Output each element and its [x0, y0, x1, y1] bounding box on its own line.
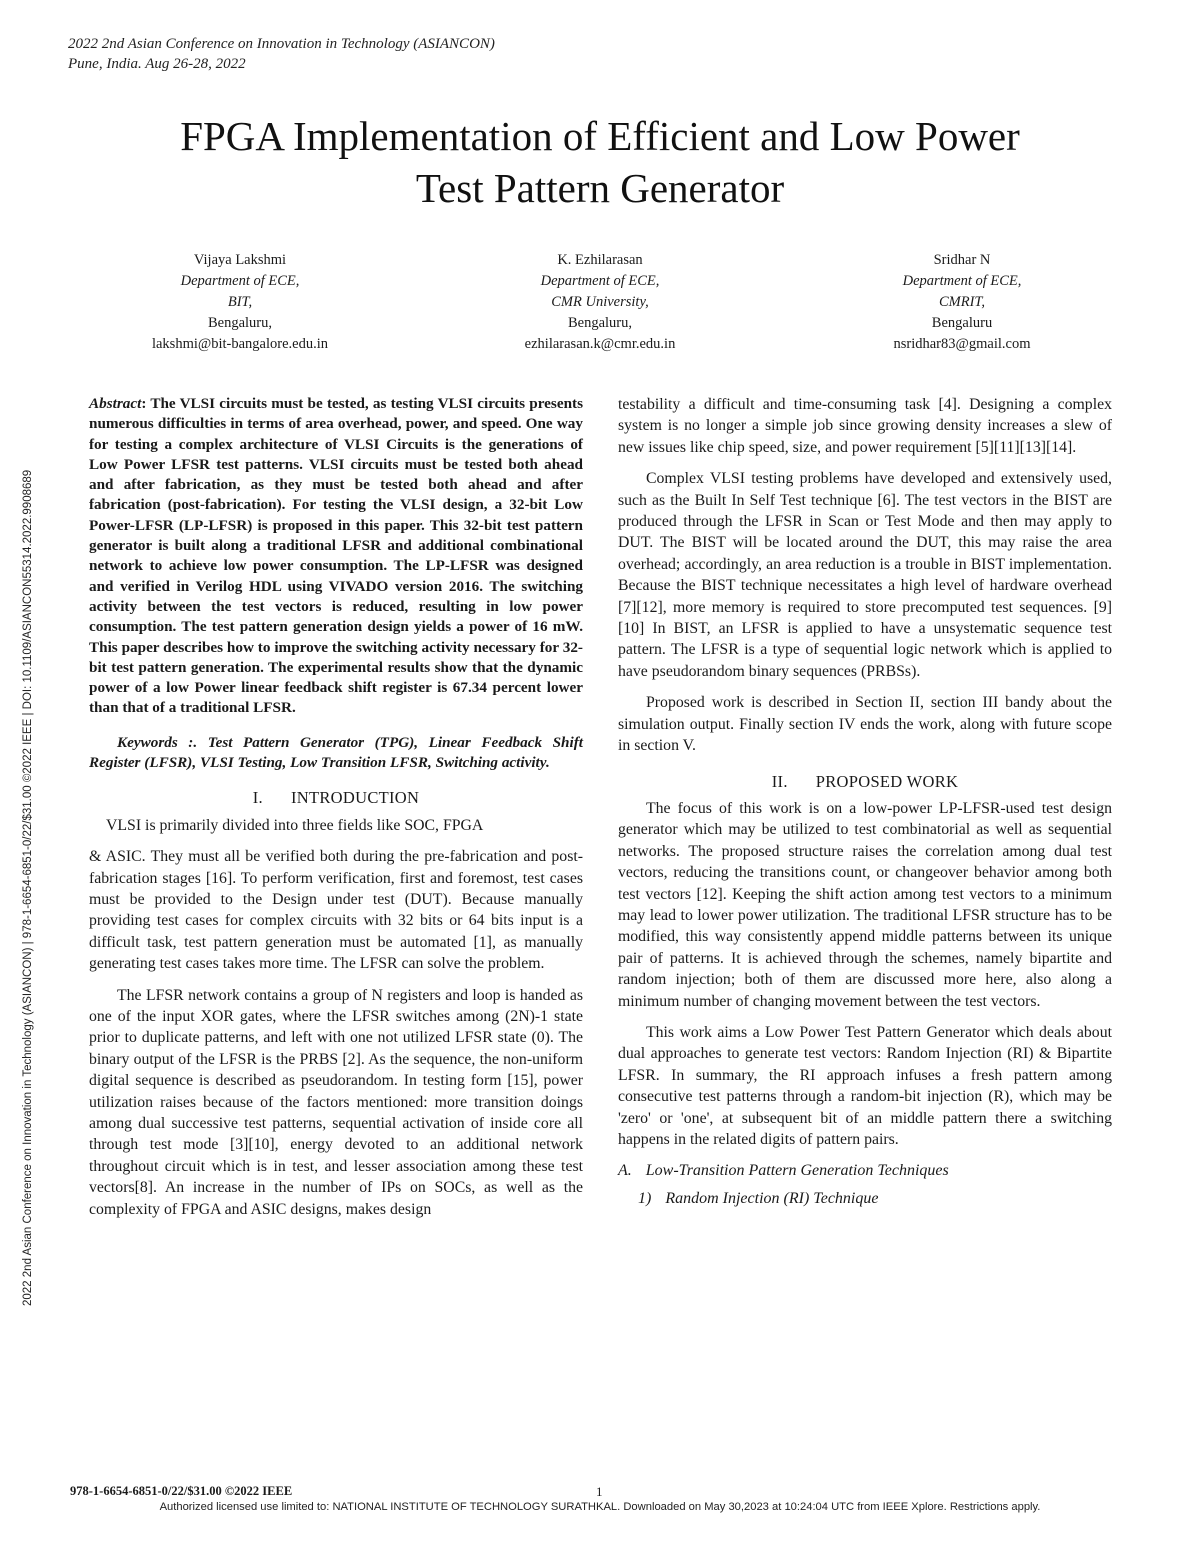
paragraph: testability a difficult and time-consuming task [4]. Designing a complex system is no longer a simple job since growing density increases a slew of new issues like chip speed, size, and power requirement [5][11][13][14]. — [618, 396, 1112, 456]
author-department: Department of ECE, — [180, 273, 300, 289]
author-email: nsridhar83@gmail.com — [893, 336, 1031, 352]
author-name: K. Ezhilarasan — [557, 252, 643, 268]
author-organization: BIT, — [227, 294, 253, 310]
keywords: Keywords :. Test Pattern Generator (TPG), Linear Feedback Shift Register (LFSR), VLSI Testing, Low Transition LFSR, Switching activity. — [89, 733, 583, 772]
author-block — [90, 250, 390, 355]
page-number: 1 — [596, 1484, 603, 1499]
paragraph: & ASIC. They must all be verified both during the pre-fabrication and post-fabrication stages [16]. To perform verification, first and foremost, test cases must be provided to the Design under test (DUT). Because manually providing test cases for complex circuits with 32 bits or 64 bits input is a difficult task, test pattern generation must be automated [1], as manually generating test cases takes more time. The LFSR can solve the problem. — [89, 848, 583, 973]
abstract — [89, 394, 583, 719]
paragraph: The LFSR network contains a group of N registers and loop is handed as one of the input XOR gates, where the LFSR switches among (2N)-1 state prior to duplicate patterns, and left with one not utilized LFSR state (0). The binary output of the LFSR is the PRBS [2]. As the sequence, the non-uniform digital sequence is described as pseudorandom. In testing form [15], power utilization raises because of the factors mentioned: more transition doings among dual successive test patterns, sequential activation of inside core all through test mode [3][10], energy devoted to an additional network throughout circuit which is in test, and lesser association among these test vectors[8]. An increase in the number of IPs on SOCs, as well as the complexity of FPGA and ASIC designs, makes design — [89, 986, 583, 1218]
section-title: PROPOSED WORK — [815, 771, 959, 791]
left-column — [89, 394, 583, 1230]
title-line-2: Test Pattern Generator — [415, 165, 785, 211]
conference-header — [68, 34, 495, 74]
author-block — [812, 250, 1112, 355]
section-number: II. — [771, 771, 788, 791]
author-organization: CMR University, — [551, 294, 649, 310]
author-organization: CMRIT, — [938, 294, 986, 310]
paragraph: The focus of this work is on a low-power LP-LFSR-used test design generator which may be utilized to test combinatorial as well as sequential networks. The proposed structure raises the correlation among dual test vectors, reducing the transitions count, or changeover behavior among both test vectors [12]. Keeping the shift action among test vectors to a minimum may lead to lower power utilization. The traditional LFSR structure has to be modified, this way consistently append middle patterns between its unique pair of patterns. It is achieved through the schemes, namely bipartite and random injection; both of them are discussed more here, also along a minimum number of changing movement between the test vectors. — [618, 799, 1112, 1010]
license-notice: Authorized licensed use limited to: NATIONAL INSTITUTE OF TECHNOLOGY SURATHKAL. Downloaded on May 30,2023 at 10:24:04 UTC from IEEE Xplore. Restrictions apply. — [159, 1501, 1041, 1513]
paragraph: VLSI is primarily divided into three fields like SOC, FPGA — [106, 816, 484, 834]
author-name: Sridhar N — [933, 252, 991, 268]
author-email: ezhilarasan.k@cmr.edu.in — [524, 336, 676, 352]
abstract-label: Abstract — [89, 395, 142, 412]
subsection-number: A. — [618, 1162, 632, 1180]
conference-name: 2022 2nd Asian Conference on Innovation in Technology (ASIANCON) — [68, 36, 495, 52]
subsubsection-heading — [638, 1188, 1112, 1209]
paragraph: This work aims a Low Power Test Pattern Generator which deals about dual approaches to generate test vectors: Random Injection (RI) & Bipartite LFSR. In summary, the RI approach infuses a fresh pattern among consecutive test patterns through a random-bit injection (R), which may be 'zero' or 'one', at subsequent bit of an middle pattern there a switching happens in the related digits of pattern pairs. — [618, 1023, 1112, 1148]
side-doi-text: 2022 2nd Asian Conference on Innovation in Technology (ASIANCON) | 978-1-6654-6851-0/22/$31.00 ©2022 IEEE | DOI: 10.1109/ASIANCON55314.2022.9908689 — [22, 469, 34, 1306]
author-city: Bengaluru, — [567, 315, 633, 331]
author-block — [450, 250, 750, 355]
section-number: I. — [252, 788, 263, 808]
author-city: Bengaluru, — [207, 315, 273, 331]
author-department: Department of ECE, — [902, 273, 1022, 289]
author-email: lakshmi@bit-bangalore.edu.in — [151, 336, 329, 352]
title-line-1: FPGA Implementation of Efficient and Low Power — [180, 113, 1020, 159]
paper-title — [60, 110, 1140, 214]
subsubsection-number: 1) — [638, 1189, 652, 1207]
subsection-title: Low-Transition Pattern Generation Techniques — [645, 1162, 949, 1180]
conference-location: Pune, India. Aug 26-28, 2022 — [68, 56, 246, 72]
abstract-text: : The VLSI circuits must be tested, as testing VLSI circuits presents numerous difficulties in terms of area overhead, power, and speed. One way for testing a complex architecture of VLSI Circuits is the generations of Low Power LFSR test patterns. VLSI circuits must be tested both ahead and after fabrication, as they must be tested both ahead and after fabrication (post-fabrication). For testing the VLSI design, a 32-bit Low Power-LFSR (LP-LFSR) is proposed in this paper. This 32-bit test pattern generator is built along a traditional LFSR and additional combinational network to achieve low power consumption. The LP-LFSR was designed and verified in Verilog HDL using VIVADO version 2016. The switching activity between the test vectors is reduced, resulting in low power consumption. The test pattern generation design yields a power of 16 mW. This paper describes how to improve the switching activity necessary for 32-bit test pattern generation. The experimental results show that the dynamic power of a low Power linear feedback shift register is 67.34 percent lower than that of a traditional LFSR. — [89, 395, 583, 717]
paragraph: Proposed work is described in Section II, section III bandy about the simulation output. Finally section IV ends the work, along with future scope in section V. — [618, 694, 1112, 755]
section-heading — [618, 771, 1112, 792]
footer-isbn: 978-1-6654-6851-0/22/$31.00 ©2022 IEEE — [70, 1484, 293, 1498]
section-title: INTRODUCTION — [290, 788, 420, 808]
subsection-heading — [618, 1160, 1112, 1181]
right-column — [618, 394, 1112, 1209]
subsubsection-title: Random Injection (RI) Technique — [665, 1189, 879, 1207]
author-department: Department of ECE, — [540, 273, 660, 289]
author-name: Vijaya Lakshmi — [193, 252, 287, 268]
author-city: Bengaluru — [931, 315, 993, 331]
paragraph: Complex VLSI testing problems have developed and extensively used, such as the Built In Self Test technique [6]. The test vectors in the BIST are produced through the LFSR in Scan or Test Mode and then may apply to DUT. The BIST will be located around the DUT, this may raise the area overhead; accordingly, an area reduction is a trouble in BIST implementation. Because the BIST technique necessitates a high level of hardware overhead [7][12], more memory is required to store precomputed test sequences. [9][10] In BIST, an LFSR is applied to have a unsystematic sequence test pattern. The LFSR is a type of sequential logic network which is applied to have pseudorandom binary sequences (PRBSs). — [618, 470, 1112, 680]
section-heading — [89, 787, 583, 808]
